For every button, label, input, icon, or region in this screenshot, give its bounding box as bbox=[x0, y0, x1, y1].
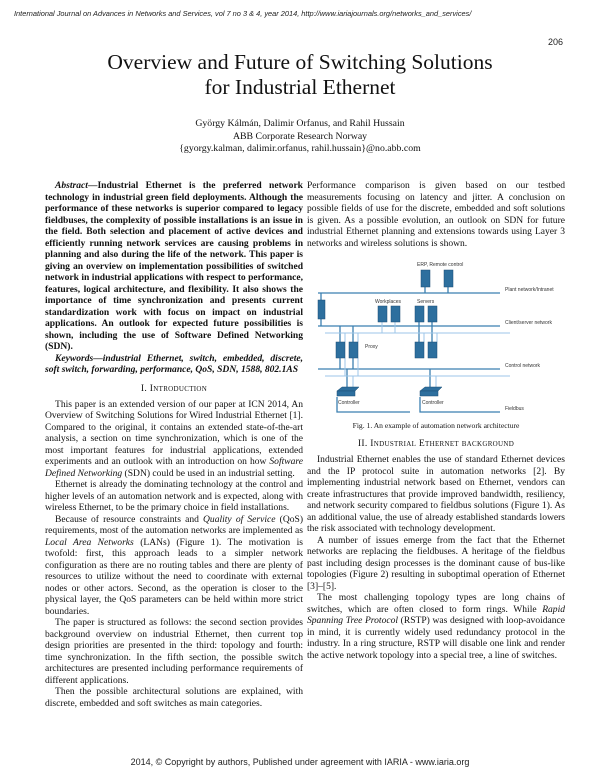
controller-icon bbox=[420, 391, 438, 396]
paragraph: Ethernet is already the dominating technology at the control and higher levels of an automation network and is expected, along with wireless Ethernet, to be the primary choice in field installations. bbox=[45, 479, 303, 513]
title-line-1: Overview and Future of Switching Solutions bbox=[107, 50, 493, 74]
paragraph: Performance comparison is given based on our testbed measurements focusing on latency and jitter. A conclusion on possible fields of use for the discrete, embedded and soft solutions is given. As a possible evolution, an outlook on SDN for future industrial Ethernet planning and extensions towards using Layer 3 networks and wireless solutions is shown. bbox=[307, 180, 565, 249]
abstract bbox=[45, 180, 303, 376]
controller-icon bbox=[420, 387, 442, 391]
label-fieldbus: Fieldbus bbox=[505, 406, 524, 412]
introduction-body bbox=[45, 399, 303, 710]
section-heading-introduction bbox=[45, 383, 303, 395]
paragraph: A number of issues emerge from the fact that the Ethernet networks are replacing the fieldbuses. A heritage of the fieldbus past including design processes is the dominant cause of bus-like topologies (Figure 2) resulting in suboptimal operation of Ethernet [3]–[5]. bbox=[307, 534, 565, 592]
paragraph: Industrial Ethernet enables the use of standard Ethernet devices and the IP protocol suite in automation networks [2]. By implementing industrial network based on Ethernet, vendors can create infrastructures that provide improved bandwidth, resiliency, and network security compared to fieldbus solutions (Figure 1). As an additional value, the use of already established standards lowers the risk associated with technology development. bbox=[307, 454, 565, 534]
paragraph: Because of resource constraints and Quality of Service (QoS) requirements, most of the automation networks are implemented as Local Area Networks (LANs) (Figure 1). The motivation is twofold: first, this approach leads to a simpler network configuration as there are no routing tables and there are plenty of resources to utilize without the need to coordinate with external nodes or other actors. Second, as the operation is closer to the physical layer, the QoS parameters can be held within more strict boundaries. bbox=[45, 513, 303, 617]
section-number: II. bbox=[357, 438, 371, 449]
server-icon bbox=[415, 306, 424, 322]
keywords-label: Keywords bbox=[55, 352, 94, 364]
keywords-text: —industrial Ethernet, switch, embedded, discrete, soft switch, forwarding, performance, QoS, SDN, 1588, 802.1AS bbox=[45, 352, 303, 375]
workplace-icon bbox=[391, 306, 400, 322]
paragraph: Then the possible architectural solutions are explained, with discrete, embedded and soft switches as main categories. bbox=[45, 686, 303, 709]
section-title: Industrial Ethernet background bbox=[370, 438, 515, 449]
label-controller: Controller bbox=[338, 400, 360, 406]
rack-icon bbox=[318, 300, 325, 319]
label-client-server-network: Client/server network bbox=[505, 320, 552, 326]
server-icon bbox=[428, 306, 437, 322]
abstract-text: —Industrial Ethernet is the preferred network technology in industrial green field deployments. Although the performance of these networks is superior compared to legacy fieldbuses, the complexity of possible installations is an issue in the field. Both selection and placement of active devices and efficiently running network services are causing problems in planning and also during the life of the network. This paper is giving an overview on implementation possibilities of switched network in industrial applications with respect to performance, features, logical architecture, and flexibility. It also shows the importance of time synchronization and presents current standardization work with focus on impact on industrial applications. An outlook for expected future possibilities is shown, including the use of Software Defined Networking (SDN). bbox=[45, 180, 303, 352]
paragraph: The paper is structured as follows: the second section provides background overview on industrial Ethernet, then current top design priorities are presented in the third: topology and fourth: time synchronization. In the fifth section, the possible switch architectures are presented including performance requirements of different applications. bbox=[45, 617, 303, 686]
page-number: 206 bbox=[548, 37, 564, 47]
section-number: I. bbox=[140, 382, 150, 394]
right-column bbox=[307, 180, 565, 661]
paragraph: This paper is an extended version of our paper at ICN 2014, An Overview of Switching Solutions for Wired Industrial Ethernet [1]. Compared to the original, it contains an extended state-of-the-art analysis, a section on time synchronization, which is one of the most important features for industrial applications, extended experiments and an outlook with an introduction on how Software Defined Networking (SDN) could be used in an industrial setting. bbox=[45, 398, 303, 479]
label-proxy: Proxy bbox=[365, 344, 378, 350]
server-icon bbox=[428, 342, 437, 358]
author-emails: {gyorgy.kalman, dalimir.orfanus, rahil.hussain}@no.abb.com bbox=[179, 143, 421, 154]
author-names: György Kálmán, Dalimir Orfanus, and Rahil Hussain bbox=[195, 118, 405, 129]
section-heading-background bbox=[307, 438, 565, 450]
proxy-icon bbox=[349, 342, 358, 358]
server-icon bbox=[415, 342, 424, 358]
title-line-2: for Industrial Ethernet bbox=[204, 75, 396, 99]
workplace-icon bbox=[378, 306, 387, 322]
label-erp: ERP, Remote control bbox=[417, 262, 464, 268]
label-servers: Servers bbox=[417, 299, 435, 305]
proxy-icon bbox=[336, 342, 345, 358]
journal-header: International Journal on Advances in Networks and Services, vol 7 no 3 & 4, year 2014, http://www.iariajournals.org/networks_and_services/ bbox=[14, 9, 472, 18]
erp-server-icon bbox=[444, 270, 453, 287]
erp-server-icon bbox=[421, 270, 430, 287]
network-architecture-figure bbox=[305, 257, 570, 419]
label-workplaces: Workplaces bbox=[375, 299, 402, 305]
section-title: Introduction bbox=[149, 382, 208, 394]
abstract-label: Abstract bbox=[55, 180, 88, 191]
introduction-continued bbox=[307, 180, 565, 249]
paper-title bbox=[0, 50, 600, 100]
controller-icon bbox=[337, 391, 355, 396]
copyright-footer: 2014, © Copyright by authors, Published under agreement with IARIA - www.iaria.org bbox=[130, 757, 470, 767]
controller-icon bbox=[337, 387, 359, 391]
paragraph: The most challenging topology types are long chains of switches, which are often closed to form rings. While Rapid Spanning Tree Protocol (RSTP) was designed with loop-avoidance in mind, it is currently widely used redundancy protocol in the industry. In a ring structure, RSTP will disable one link and render the active network topology into a special tree, a line of switches. bbox=[307, 592, 566, 661]
author-affiliation: ABB Corporate Research Norway bbox=[232, 130, 368, 142]
background-body bbox=[307, 454, 565, 661]
label-controller: Controller bbox=[422, 400, 444, 406]
label-plant-network: Plant network/Intranet bbox=[505, 287, 554, 293]
author-block bbox=[0, 118, 600, 156]
label-control-network: Control network bbox=[505, 363, 541, 369]
left-column bbox=[45, 180, 303, 709]
figure-caption: Fig. 1. An example of automation network architecture bbox=[352, 421, 520, 430]
